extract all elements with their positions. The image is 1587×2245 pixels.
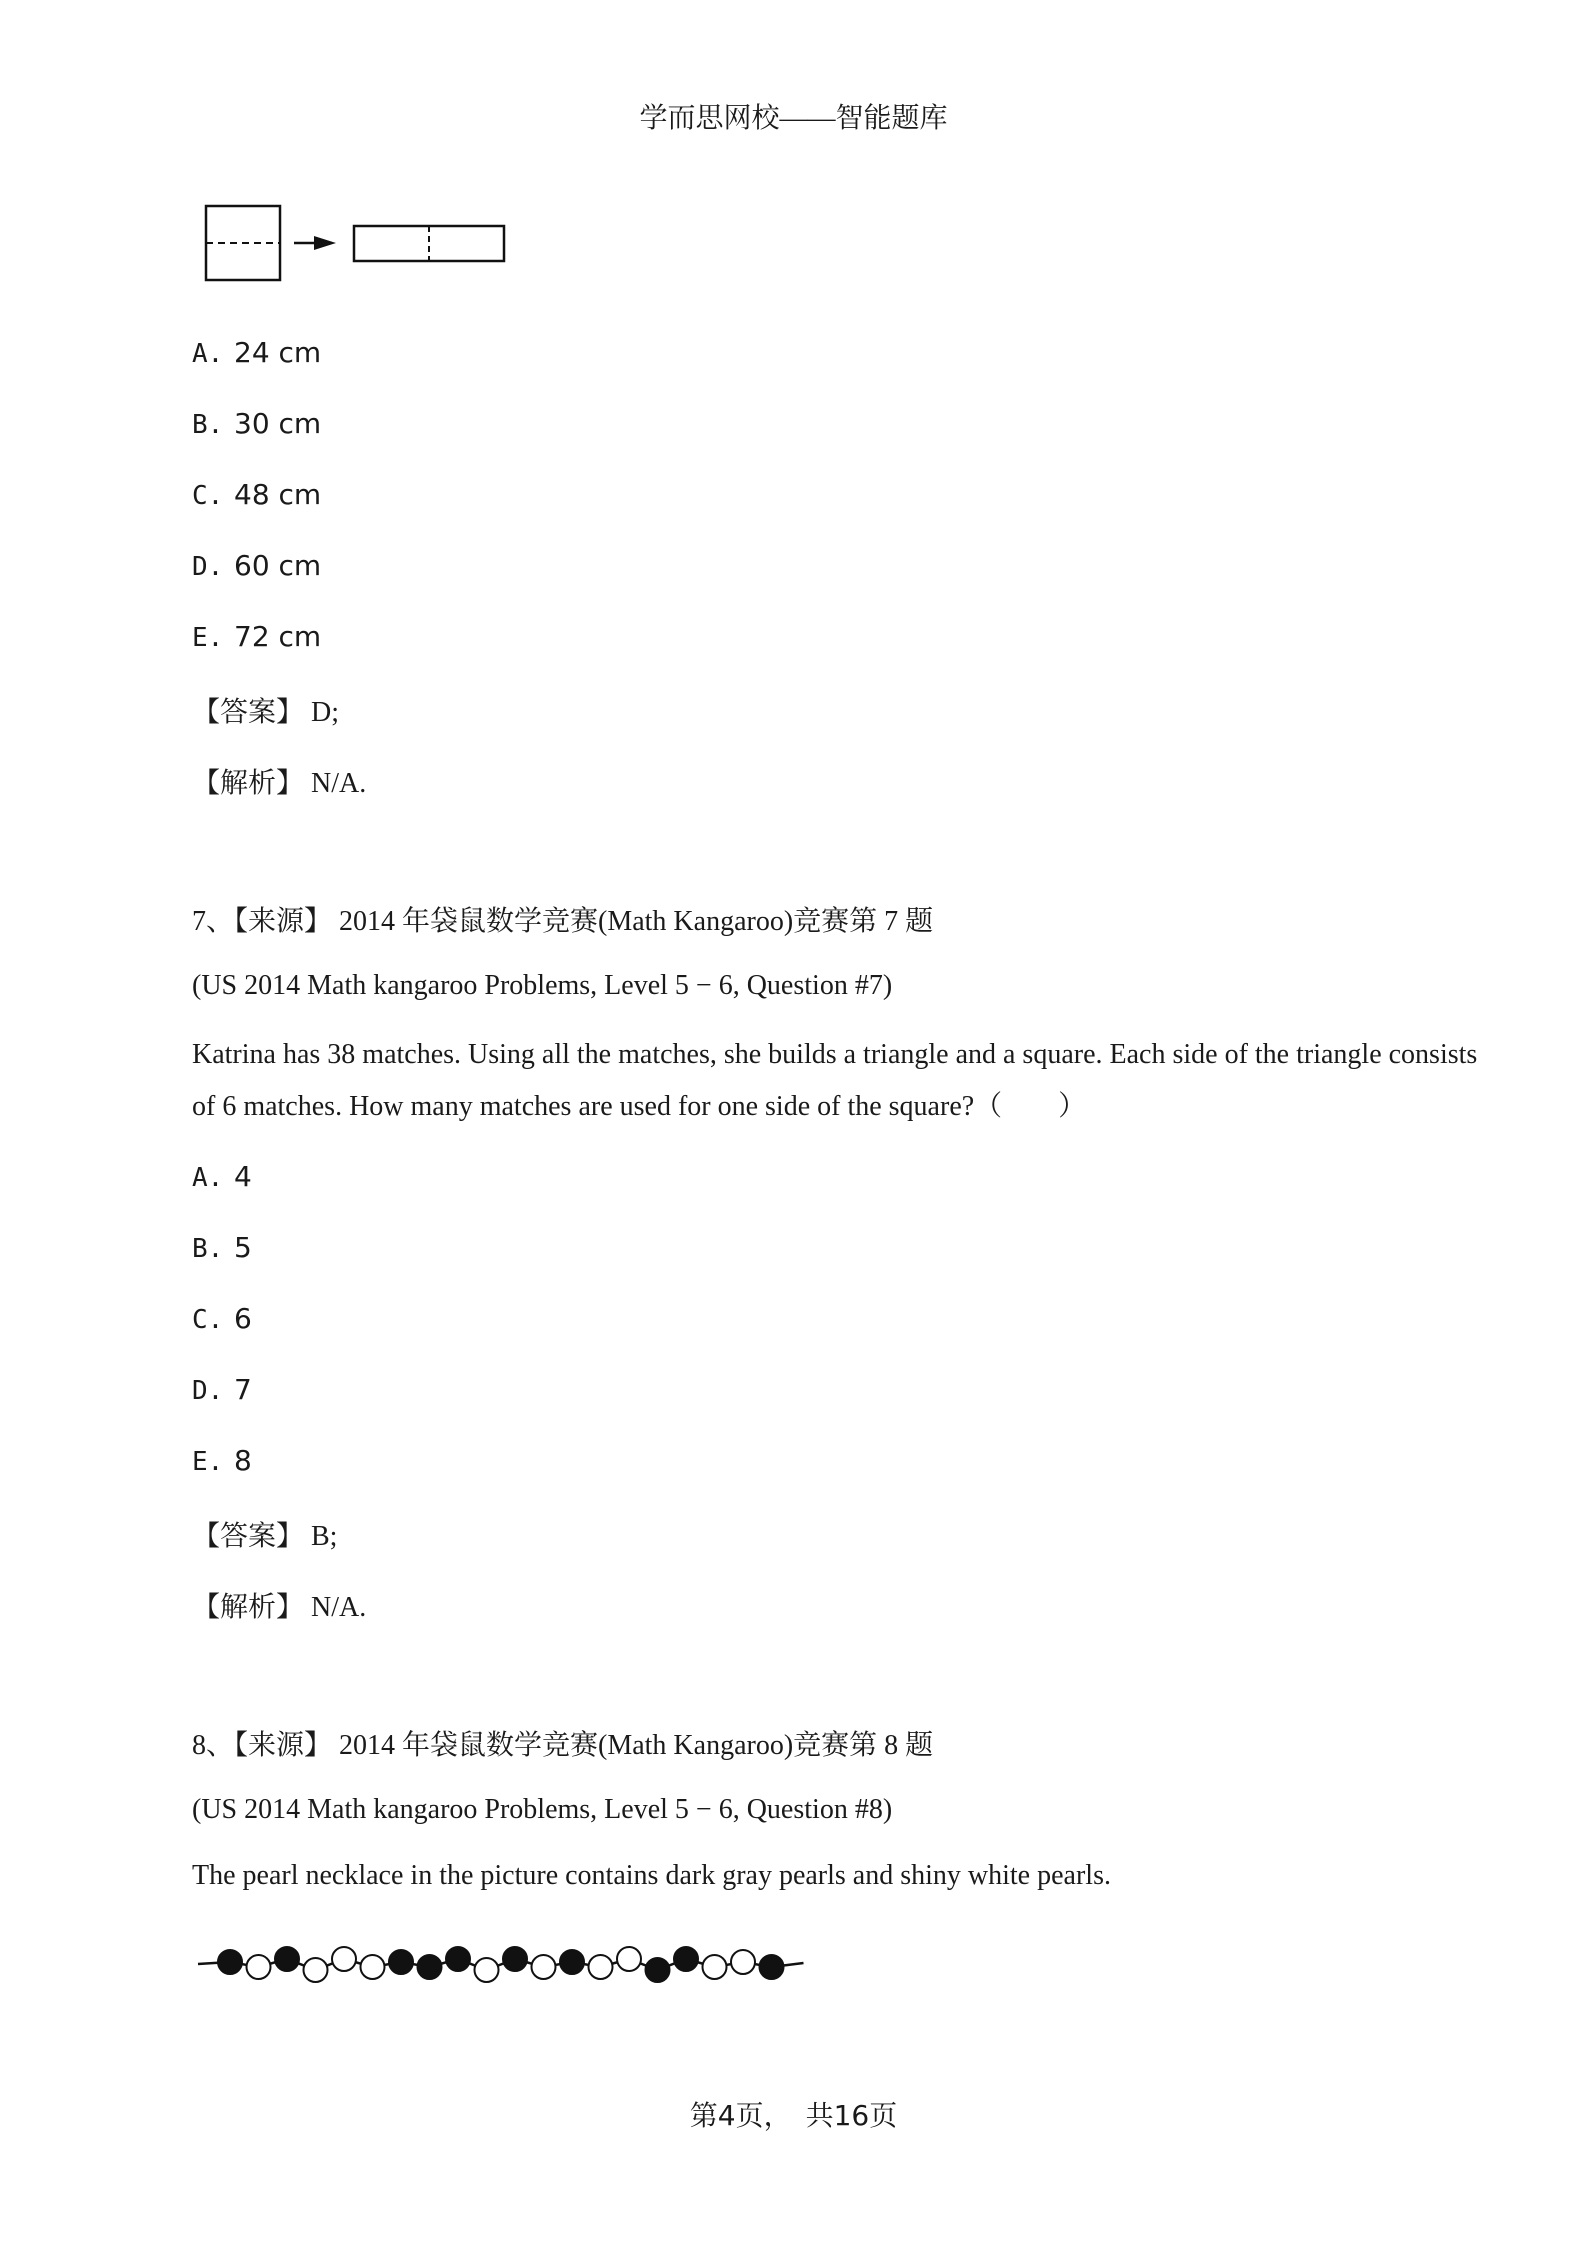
page-header: 学而思网校——智能题库 bbox=[639, 103, 948, 134]
q6-option-d: D. 60 cm bbox=[192, 549, 322, 582]
q8-question: The pearl necklace in the picture contains dark gray pearls and shiny white pearls. bbox=[192, 1860, 1111, 1891]
q6-option-c: C. 48 cm bbox=[192, 478, 322, 511]
white-pearl bbox=[361, 1955, 385, 1979]
page-footer: 第4页， 共16页 bbox=[689, 2099, 898, 2132]
dark-pearl bbox=[389, 1950, 413, 1974]
q7-source: 7、【来源】 2014 年袋鼠数学竞赛(Math Kangaroo)竞赛第 7 题 bbox=[192, 906, 934, 937]
q8-reference: (US 2014 Math kangaroo Problems, Level 5 − 6, Question #8) bbox=[192, 1794, 893, 1825]
q8-source: 8、【来源】 2014 年袋鼠数学竞赛(Math Kangaroo)竞赛第 8 题 bbox=[192, 1730, 934, 1761]
white-pearl bbox=[304, 1958, 328, 1982]
dark-pearl bbox=[646, 1958, 670, 1982]
dark-pearl bbox=[503, 1947, 527, 1971]
white-pearl bbox=[532, 1955, 556, 1979]
q7-option-b: B. 5 bbox=[192, 1231, 252, 1264]
q6-analysis: 【解析】 N/A. bbox=[192, 768, 367, 799]
q6-option-a: A. 24 cm bbox=[192, 336, 322, 369]
fold-figure bbox=[190, 200, 520, 290]
q7-option-a: A. 4 bbox=[192, 1160, 252, 1193]
white-pearl bbox=[731, 1950, 755, 1974]
q6-option-e: E. 72 cm bbox=[192, 620, 322, 653]
q7-option-c: C. 6 bbox=[192, 1302, 252, 1335]
white-pearl bbox=[589, 1955, 613, 1979]
white-pearl bbox=[703, 1955, 727, 1979]
dark-pearl bbox=[418, 1955, 442, 1979]
dark-pearl bbox=[760, 1955, 784, 1979]
white-pearl bbox=[475, 1958, 499, 1982]
dark-pearl bbox=[446, 1947, 470, 1971]
pearl-necklace bbox=[190, 1930, 840, 2000]
dark-pearl bbox=[218, 1950, 242, 1974]
arrow-icon bbox=[314, 236, 336, 250]
white-pearl bbox=[247, 1955, 271, 1979]
q7-question: Katrina has 38 matches. Using all the matches, she builds a triangle and a square. Each side of the triangle consists of 6 matches. How many matches are used for one side of the square?（ ） bbox=[192, 1039, 1478, 1122]
white-pearl bbox=[332, 1947, 356, 1971]
q6-answer: 【答案】 D; bbox=[192, 697, 340, 728]
q7-option-e: E. 8 bbox=[192, 1444, 252, 1477]
q7-analysis: 【解析】 N/A. bbox=[192, 1592, 367, 1623]
q7-reference: (US 2014 Math kangaroo Problems, Level 5 − 6, Question #7) bbox=[192, 970, 893, 1001]
q7-answer: 【答案】 B; bbox=[192, 1521, 338, 1552]
white-pearl bbox=[617, 1947, 641, 1971]
q6-option-b: B. 30 cm bbox=[192, 407, 322, 440]
dark-pearl bbox=[560, 1950, 584, 1974]
dark-pearl bbox=[275, 1947, 299, 1971]
dark-pearl bbox=[674, 1947, 698, 1971]
q7-option-d: D. 7 bbox=[192, 1373, 252, 1406]
